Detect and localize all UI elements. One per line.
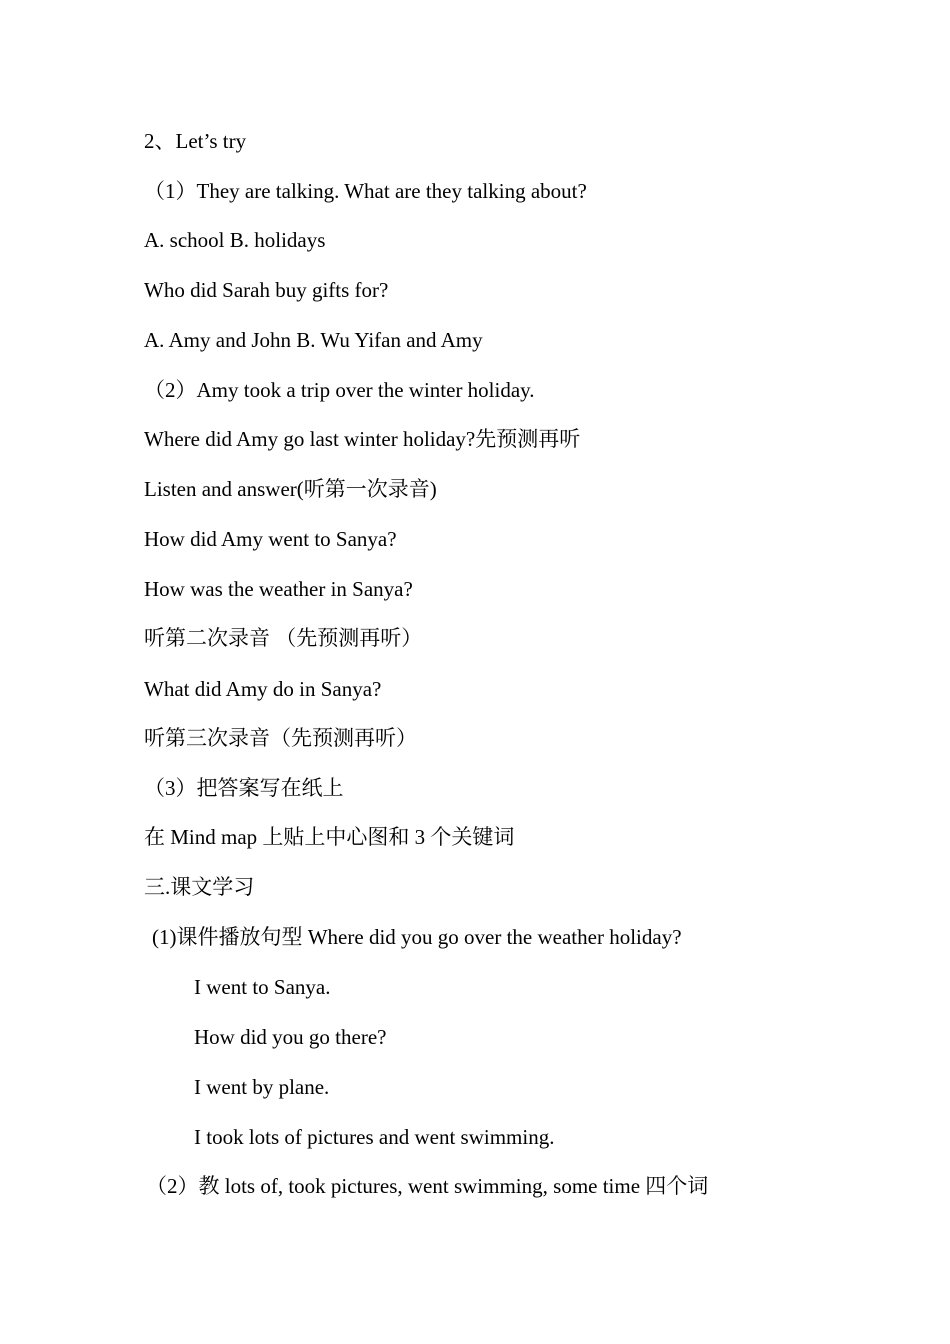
- listen-instruction-2: 听第二次录音 （先预测再听）: [144, 626, 423, 650]
- question-weather: How was the weather in Sanya?: [144, 577, 413, 601]
- example-sentence-1: I went to Sanya.: [194, 975, 331, 999]
- mind-map-instruction: 在 Mind map 上贴上中心图和 3 个关键词: [144, 825, 515, 849]
- lesson-step-1: (1)课件播放句型 Where did you go over the weather holiday?: [152, 925, 682, 949]
- listen-instruction-3: 听第三次录音（先预测再听）: [144, 726, 417, 750]
- question-3-text: （3）把答案写在纸上: [144, 776, 344, 800]
- section-heading-lets-try: 2、Let’s try: [144, 129, 247, 153]
- prediction-question: Where did Amy go last winter holiday?先预测再听: [144, 427, 581, 451]
- lesson-step-2: （2）教 lots of, took pictures, went swimming, some time 四个词: [146, 1174, 709, 1198]
- question-2-text: （2）Amy took a trip over the winter holiday.: [144, 378, 535, 402]
- question-gifts-options: A. Amy and John B. Wu Yifan and Amy: [144, 328, 483, 352]
- question-gifts-text: Who did Sarah buy gifts for?: [144, 278, 389, 302]
- question-1-options: A. school B. holidays: [144, 228, 326, 252]
- listen-instruction-1: Listen and answer(听第一次录音): [144, 477, 437, 501]
- example-sentence-3: I went by plane.: [194, 1075, 330, 1099]
- example-sentence-2: How did you go there?: [194, 1025, 387, 1049]
- question-1-text: （1）They are talking. What are they talking about?: [144, 179, 587, 203]
- question-how-travel: How did Amy went to Sanya?: [144, 527, 397, 551]
- example-sentence-4: I took lots of pictures and went swimming.: [194, 1125, 555, 1149]
- section-heading-lesson: 三.课文学习: [144, 875, 255, 899]
- question-activities: What did Amy do in Sanya?: [144, 677, 382, 701]
